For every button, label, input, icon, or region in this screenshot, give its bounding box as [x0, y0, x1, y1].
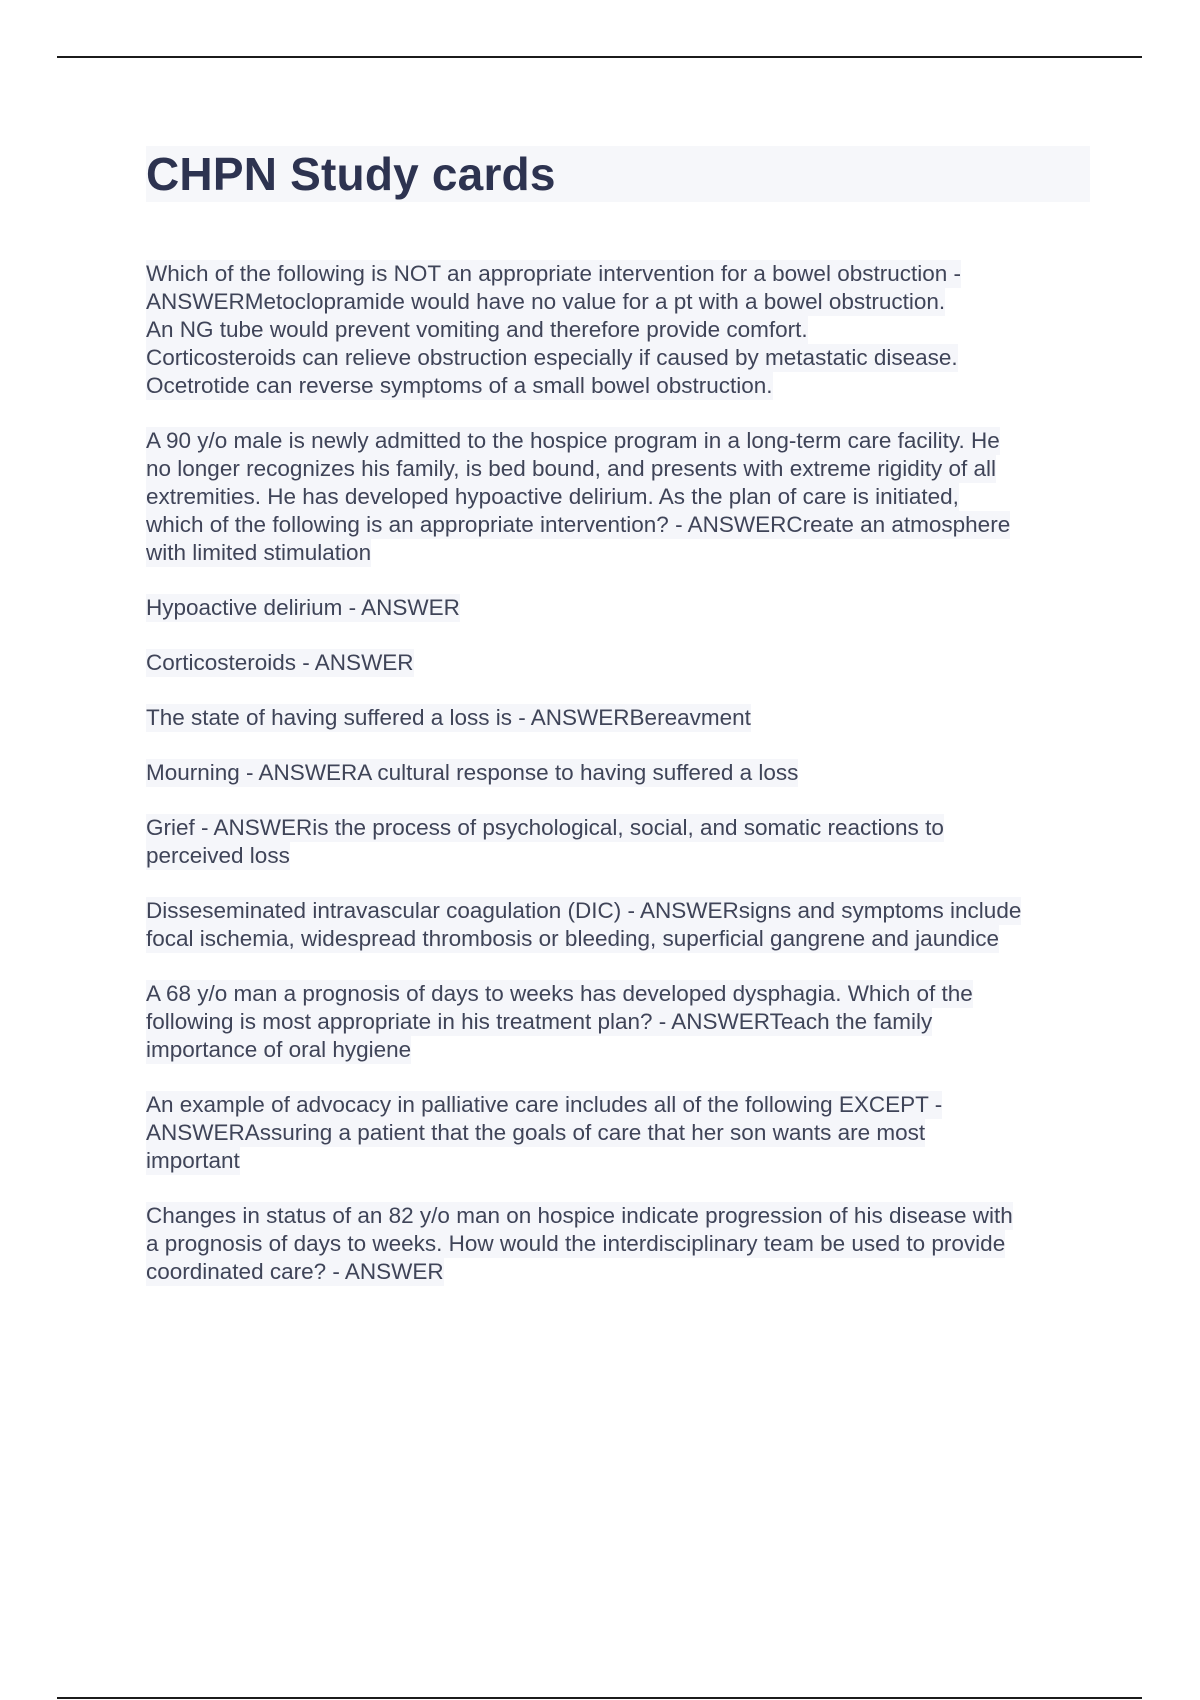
study-card-text: Corticosteroids - ANSWER — [146, 650, 414, 675]
study-card-line — [146, 316, 1090, 344]
study-card-line — [146, 897, 1090, 925]
study-card — [146, 1091, 1090, 1175]
study-card-text: A 90 y/o male is newly admitted to the hospice program in a long-term care facility. He — [146, 428, 1000, 453]
study-card-text: no longer recognizes his family, is bed bound, and presents with extreme rigidity of all — [146, 456, 997, 481]
study-card-line — [146, 539, 1090, 567]
study-card — [146, 260, 1090, 400]
study-card-line — [146, 1119, 1090, 1147]
study-card-line — [146, 1091, 1090, 1119]
study-card-line — [146, 842, 1090, 870]
study-card-text: ANSWERAssuring a patient that the goals of care that her son wants are most — [146, 1120, 926, 1145]
study-card-line — [146, 427, 1090, 455]
document-body — [146, 146, 1090, 1313]
study-card-line — [146, 483, 1090, 511]
study-card-text: An NG tube would prevent vomiting and therefore provide comfort. — [146, 317, 808, 342]
study-card-text: following is most appropriate in his treatment plan? - ANSWERTeach the family — [146, 1009, 933, 1034]
study-card-line — [146, 260, 1090, 288]
study-card-text: Changes in status of an 82 y/o man on hospice indicate progression of his disease with — [146, 1203, 1013, 1228]
study-card — [146, 704, 1090, 732]
study-card-line — [146, 925, 1090, 953]
study-card-line — [146, 704, 1090, 732]
study-card-text: with limited stimulation — [146, 540, 372, 565]
study-card-text: focal ischemia, widespread thrombosis or bleeding, superficial gangrene and jaundice — [146, 926, 1000, 951]
study-card-text: ANSWERMetoclopramide would have no value for a pt with a bowel obstruction. — [146, 289, 946, 314]
study-card-line — [146, 344, 1090, 372]
study-card-text: Grief - ANSWERis the process of psychological, social, and somatic reactions to — [146, 815, 944, 840]
study-card-line — [146, 455, 1090, 483]
study-card-line — [146, 649, 1090, 677]
bottom-divider — [57, 1697, 1142, 1699]
study-card-text: Mourning - ANSWERA cultural response to having suffered a loss — [146, 760, 799, 785]
study-card-line — [146, 1202, 1090, 1230]
study-card-line — [146, 1230, 1090, 1258]
top-divider — [57, 56, 1142, 58]
study-card-line — [146, 1258, 1090, 1286]
study-card-text: a prognosis of days to weeks. How would the interdisciplinary team be used to provide — [146, 1231, 1006, 1256]
study-card — [146, 594, 1090, 622]
study-card-line — [146, 980, 1090, 1008]
study-card — [146, 814, 1090, 870]
study-card-line — [146, 372, 1090, 400]
study-card-list — [146, 260, 1090, 1286]
study-card-line — [146, 1036, 1090, 1064]
study-card-text: importance of oral hygiene — [146, 1037, 412, 1062]
study-card-text: which of the following is an appropriate intervention? - ANSWERCreate an atmosphere — [146, 512, 1011, 537]
study-card-text: perceived loss — [146, 843, 290, 868]
study-card-text: extremities. He has developed hypoactive delirium. As the plan of care is initiated, — [146, 484, 959, 509]
study-card-text: Hypoactive delirium - ANSWER — [146, 595, 460, 620]
study-card-line — [146, 1147, 1090, 1175]
study-card-line — [146, 594, 1090, 622]
study-card-text: Which of the following is NOT an appropriate intervention for a bowel obstruction - — [146, 261, 961, 286]
study-card-text: An example of advocacy in palliative care includes all of the following EXCEPT - — [146, 1092, 943, 1117]
study-card — [146, 1202, 1090, 1286]
study-card — [146, 897, 1090, 953]
study-card-text: The state of having suffered a loss is - ANSWERBereavment — [146, 705, 751, 730]
study-card-line — [146, 1008, 1090, 1036]
study-card-text: Corticosteroids can relieve obstruction especially if caused by metastatic disease. — [146, 345, 958, 370]
study-card — [146, 759, 1090, 787]
study-card-line — [146, 288, 1090, 316]
study-card-text: important — [146, 1148, 240, 1173]
study-card-line — [146, 814, 1090, 842]
study-card — [146, 427, 1090, 567]
document-title: CHPN Study cards — [146, 146, 1090, 202]
study-card-text: coordinated care? - ANSWER — [146, 1259, 444, 1284]
study-card — [146, 649, 1090, 677]
study-card-text: A 68 y/o man a prognosis of days to weeks has developed dysphagia. Which of the — [146, 981, 973, 1006]
study-card-text: Ocetrotide can reverse symptoms of a small bowel obstruction. — [146, 373, 773, 398]
study-card-text: Disseseminated intravascular coagulation (DIC) - ANSWERsigns and symptoms include — [146, 898, 1022, 923]
study-card-line — [146, 759, 1090, 787]
study-card — [146, 980, 1090, 1064]
study-card-line — [146, 511, 1090, 539]
